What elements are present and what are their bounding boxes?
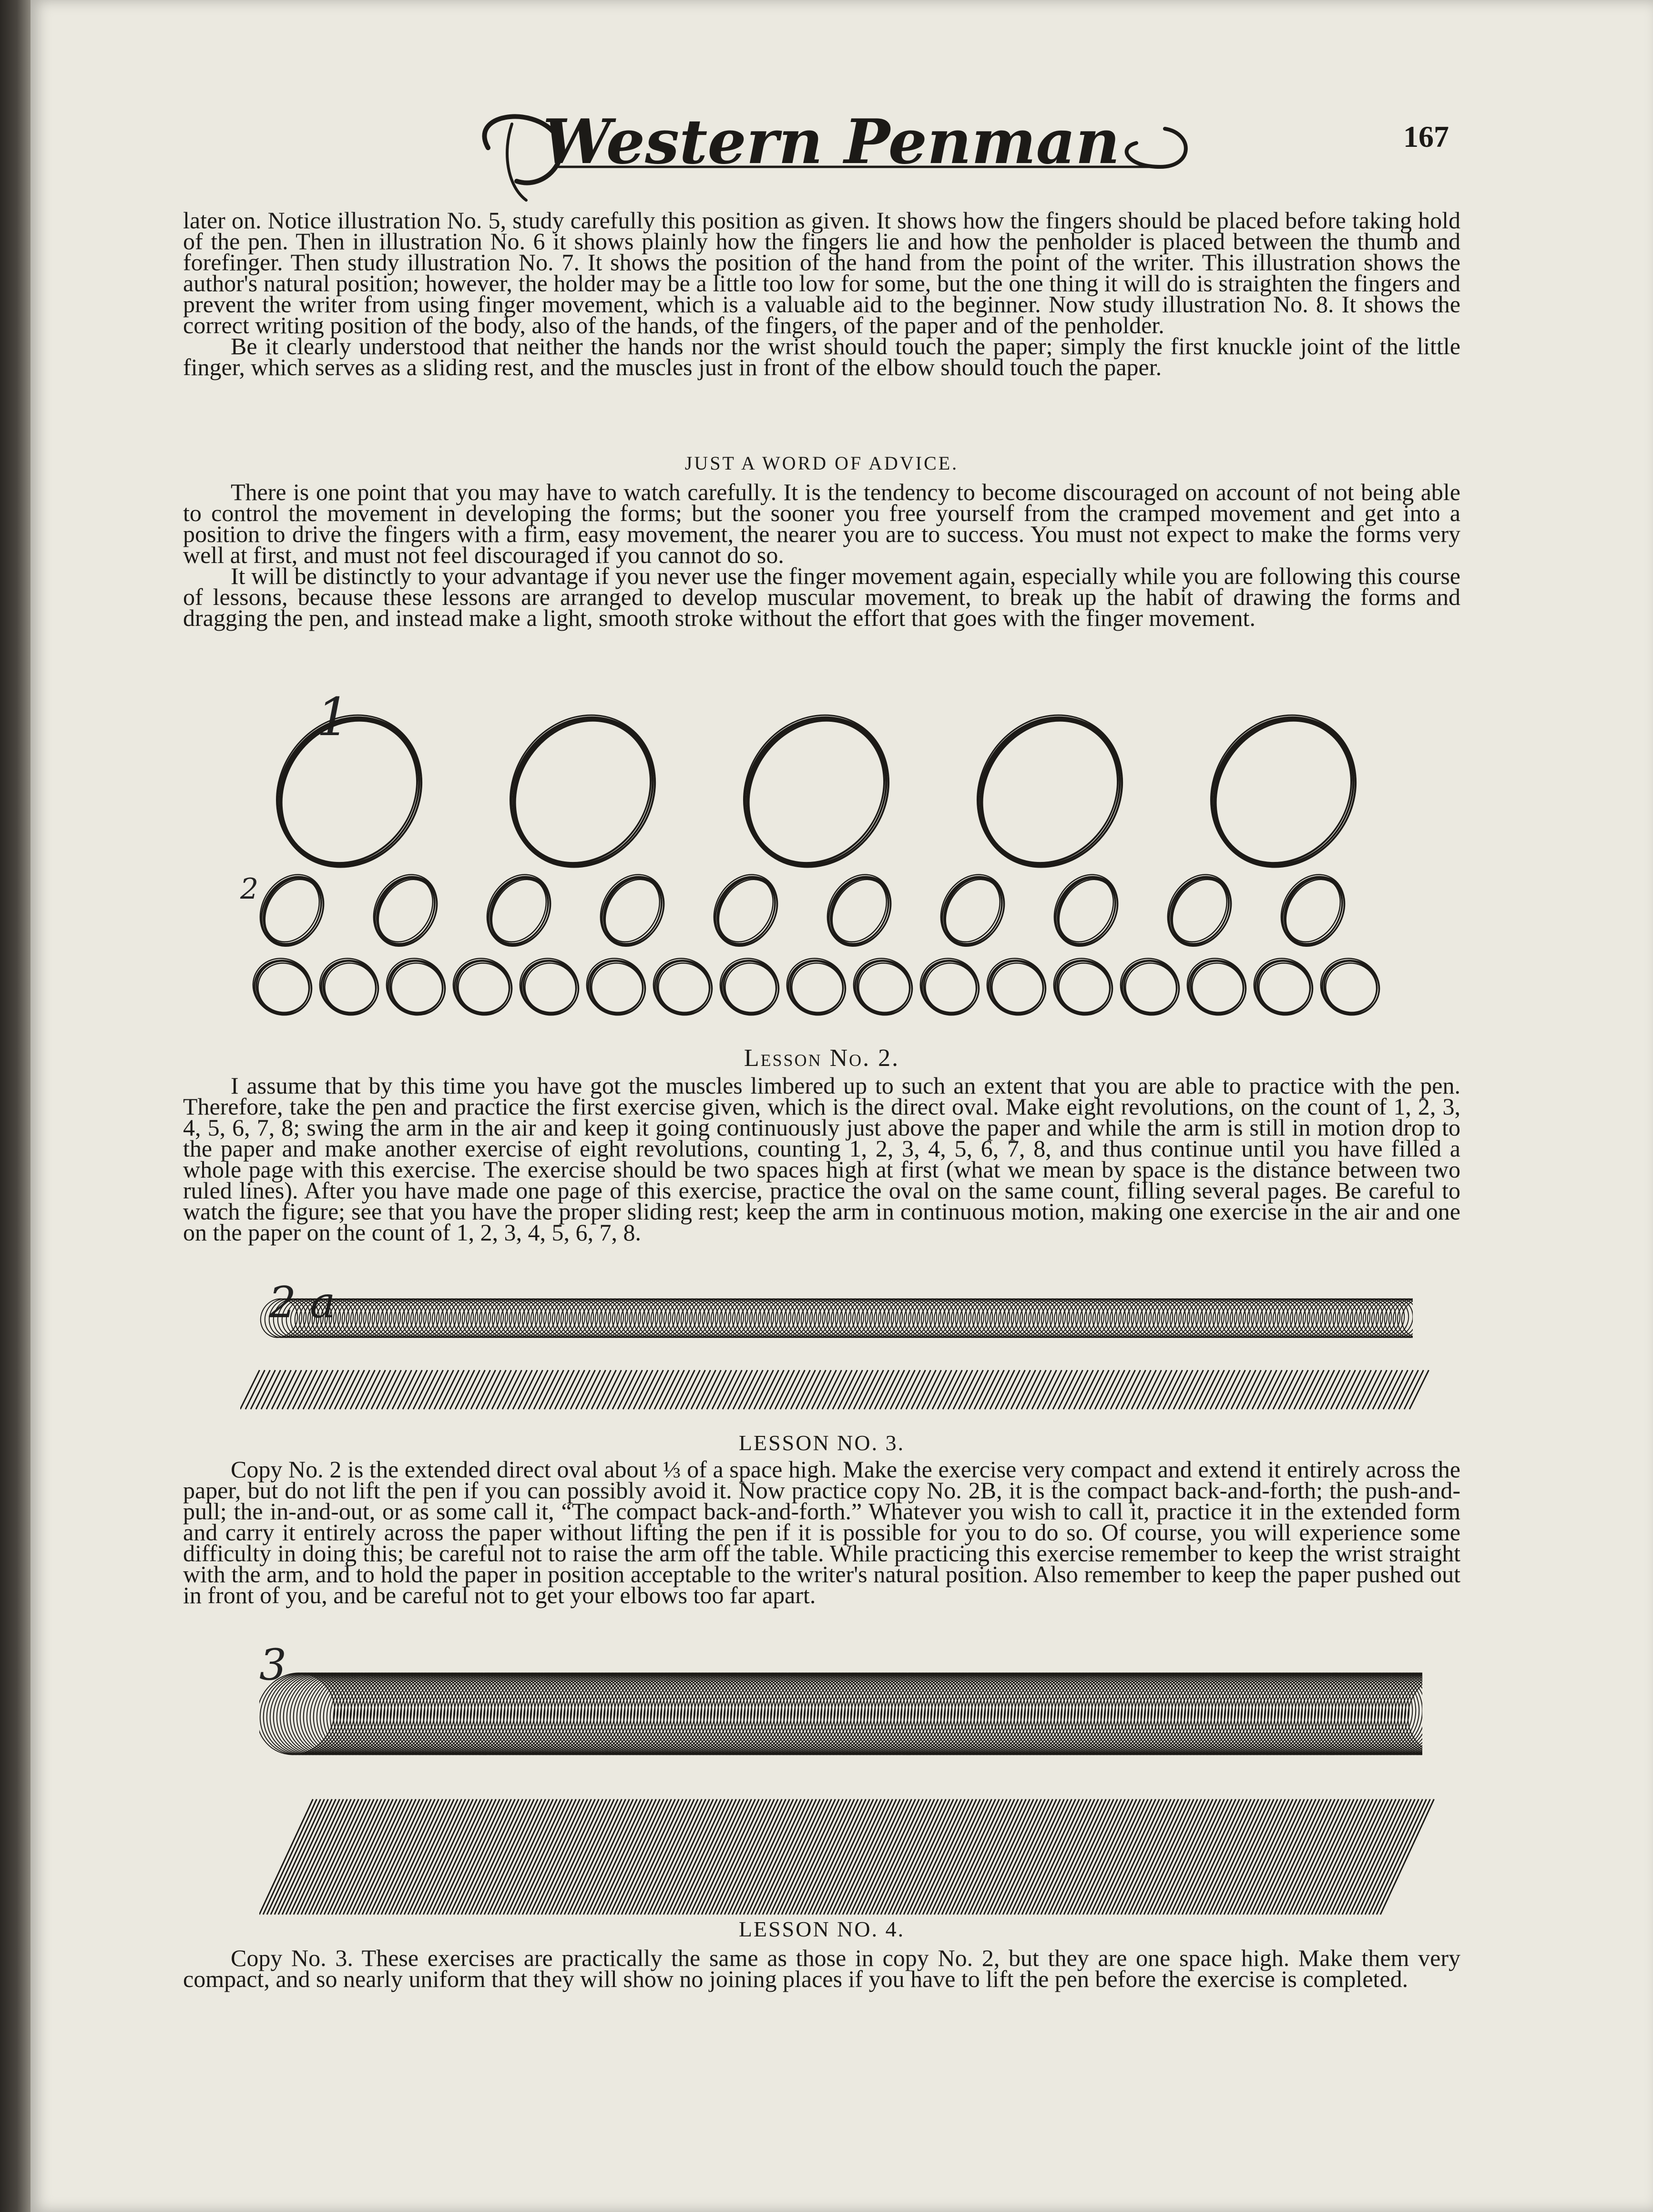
small-oval-1 [244, 949, 320, 1024]
small-oval-12 [978, 949, 1054, 1024]
small-oval-8 [711, 949, 787, 1024]
compact-oval-loops [259, 1297, 1413, 1344]
advice-heading: JUST A WORD OF ADVICE. [684, 452, 959, 474]
large-oval-5 [1182, 706, 1385, 895]
book-gutter [0, 0, 31, 2212]
oval-exercise-figure [240, 706, 1441, 1039]
figure-1-number: 1 [316, 686, 350, 748]
advice-paragraph-2: It will be distinctly to your advantage if you never use the finger movement again, especially while you are following this course of lessons, because these lessons are arranged to develop muscular movement, to break up the habit of drawing the forms and dragging the pen, and instead make a light, smooth stroke without the effort that goes with the finger movement. [183, 563, 1460, 631]
figure-2-number: 2 a [269, 1278, 336, 1328]
lesson-3-paragraph: Copy No. 2 is the extended direct oval about ⅓ of a space high. Make the exercise very compact and extend it entirely across the paper, but do not lift the pen if you can possibly avoid it. Now practice copy No. 2B, it is the compact back-and-forth; the push-and-pull; the in-and-out, or as some call it, “The compact back-and-forth.” Whatever you wish to call it, practice it in the extended form and carry it entirely across the paper without lifting the pen if it is possible for you to do so. Of course, you will experience some difficulty in doing this; be careful not to raise the arm off the table. While practicing this exercise remember to keep the wrist straight with the arm, and to hold the paper in position acceptable to the writer's natural position. Also remember to keep the paper pushed out in front of you, and be careful not to get your elbows too far apart. [183, 1456, 1460, 1608]
one-space-back-and-forth-strokes [259, 1799, 1434, 1915]
medium-oval-8 [1042, 863, 1130, 957]
small-oval-16 [1245, 949, 1321, 1024]
lesson-4-paragraph: Copy No. 3. These exercises are practically the same as those in copy No. 2, but they are one space high. Make them very compact, and so nearly uniform that they will show no joining places if you have to lift the pen before the exercise is completed. [183, 1945, 1460, 1992]
small-oval-17 [1311, 949, 1388, 1024]
large-oval-2 [481, 706, 684, 895]
book-page [31, 0, 1653, 2212]
back-and-forth-band [240, 1368, 1432, 1411]
small-oval-5 [510, 949, 587, 1024]
medium-oval-3 [475, 863, 563, 957]
lesson-2-heading: Lesson No. 2. [744, 1045, 900, 1072]
lesson-3-heading: LESSON NO. 3. [738, 1431, 905, 1455]
medium-oval-9 [1155, 863, 1244, 957]
small-oval-7 [644, 949, 721, 1024]
back-and-forth-strokes [240, 1370, 1429, 1409]
large-oval-1 [247, 706, 451, 895]
intro-text [183, 207, 1460, 380]
lesson-4-text [183, 1945, 1460, 1992]
intro-paragraph-1: later on. Notice illustration No. 5, study carefully this position as given. It shows how the fingers should be placed before taking hold of the pen. Then in illustration No. 6 it shows plainly how the fingers lie and how the penholder is placed between the thumb and forefinger. Then study illustration No. 7. It shows the position of the hand from the point of the writer. This illustration shows the author's natural position; however, the holder may be a little too low for some, but the one thing it will do is straighten the fingers and prevent the writer from using finger movement, which is a valuable aid to the beginner. Now study illustration No. 8. It shows the correct writing position of the body, also of the hands, of the fingers, of the paper and of the penholder. [183, 207, 1460, 338]
masthead-title: Western Penman [542, 106, 1120, 178]
lesson-3-text [183, 1456, 1460, 1608]
small-oval-10 [844, 949, 921, 1024]
lesson-2-paragraph: I assume that by this time you have got the muscles limbered up to such an extent that you are able to practice with the pen. Therefore, take the pen and practice the first exercise given, which is the direct oval. Make eight revolutions, on the count of 1, 2, 3, 4, 5, 6, 7, 8; swing the arm in the air and keep it going continuously just above the paper and while the arm is still in motion drop to the paper and make another exercise of eight revolutions, counting 1, 2, 3, 4, 5, 6, 7, 8, and thus continue until you have filled a whole page with this exercise. The exercise should be two spaces high at first (what we mean by space is the distance between two ruled lines). After you have made one page of this exercise, practice the oval on the same count, filling several pages. Be careful to watch the figure; see that you have the proper sliding rest; keep the arm in continuous motion, making one exercise in the air and one on the paper on the count of 1, 2, 3, 4, 5, 6, 7, 8. [183, 1072, 1460, 1246]
small-oval-4 [444, 949, 520, 1024]
medium-oval-6 [815, 863, 903, 957]
page-number: 167 [1403, 120, 1449, 154]
compact-oval-band [259, 1297, 1413, 1349]
small-oval-3 [377, 949, 454, 1024]
advice-paragraph-1: There is one point that you may have to watch carefully. It is the tendency to become discouraged on account of not being able to control the movement in developing the forms; but the sooner you free yourself from the cramped movement and get into a position to drive the fingers with a firm, easy movement, the nearer you are to success. You must not expect to make the forms very well at first, and must not feel discouraged if you cannot do so. [183, 479, 1460, 568]
small-oval-6 [577, 949, 654, 1024]
medium-oval-2 [361, 863, 449, 957]
lesson-2-text [183, 1072, 1460, 1246]
medium-oval-7 [929, 863, 1017, 957]
figure-3-number: 3 [259, 1640, 287, 1690]
one-space-oval-band [259, 1669, 1422, 1764]
small-oval-15 [1178, 949, 1255, 1024]
advice-text [183, 479, 1460, 631]
one-space-back-and-forth-band [259, 1797, 1441, 1916]
intro-paragraph-2: Be it clearly understood that neither the hands nor the wrist should touch the paper; simply the first knuckle joint of the little finger, which serves as a sliding rest, and the muscles just in front of the elbow should touch the paper. [183, 333, 1460, 380]
medium-oval-10 [1269, 863, 1357, 957]
one-space-oval-loops [259, 1669, 1422, 1764]
large-oval-4 [948, 706, 1152, 895]
small-oval-2 [310, 949, 387, 1024]
small-oval-14 [1111, 949, 1188, 1024]
medium-oval-4 [588, 863, 676, 957]
small-oval-9 [777, 949, 854, 1024]
figure-1-row-2-number: 2 [240, 872, 259, 906]
medium-oval-1 [248, 863, 336, 957]
small-oval-13 [1044, 949, 1121, 1024]
medium-oval-5 [702, 863, 790, 957]
lesson-4-heading: LESSON NO. 4. [738, 1917, 905, 1941]
small-oval-11 [911, 949, 988, 1024]
large-oval-3 [714, 706, 918, 895]
masthead-logo [459, 95, 1203, 210]
